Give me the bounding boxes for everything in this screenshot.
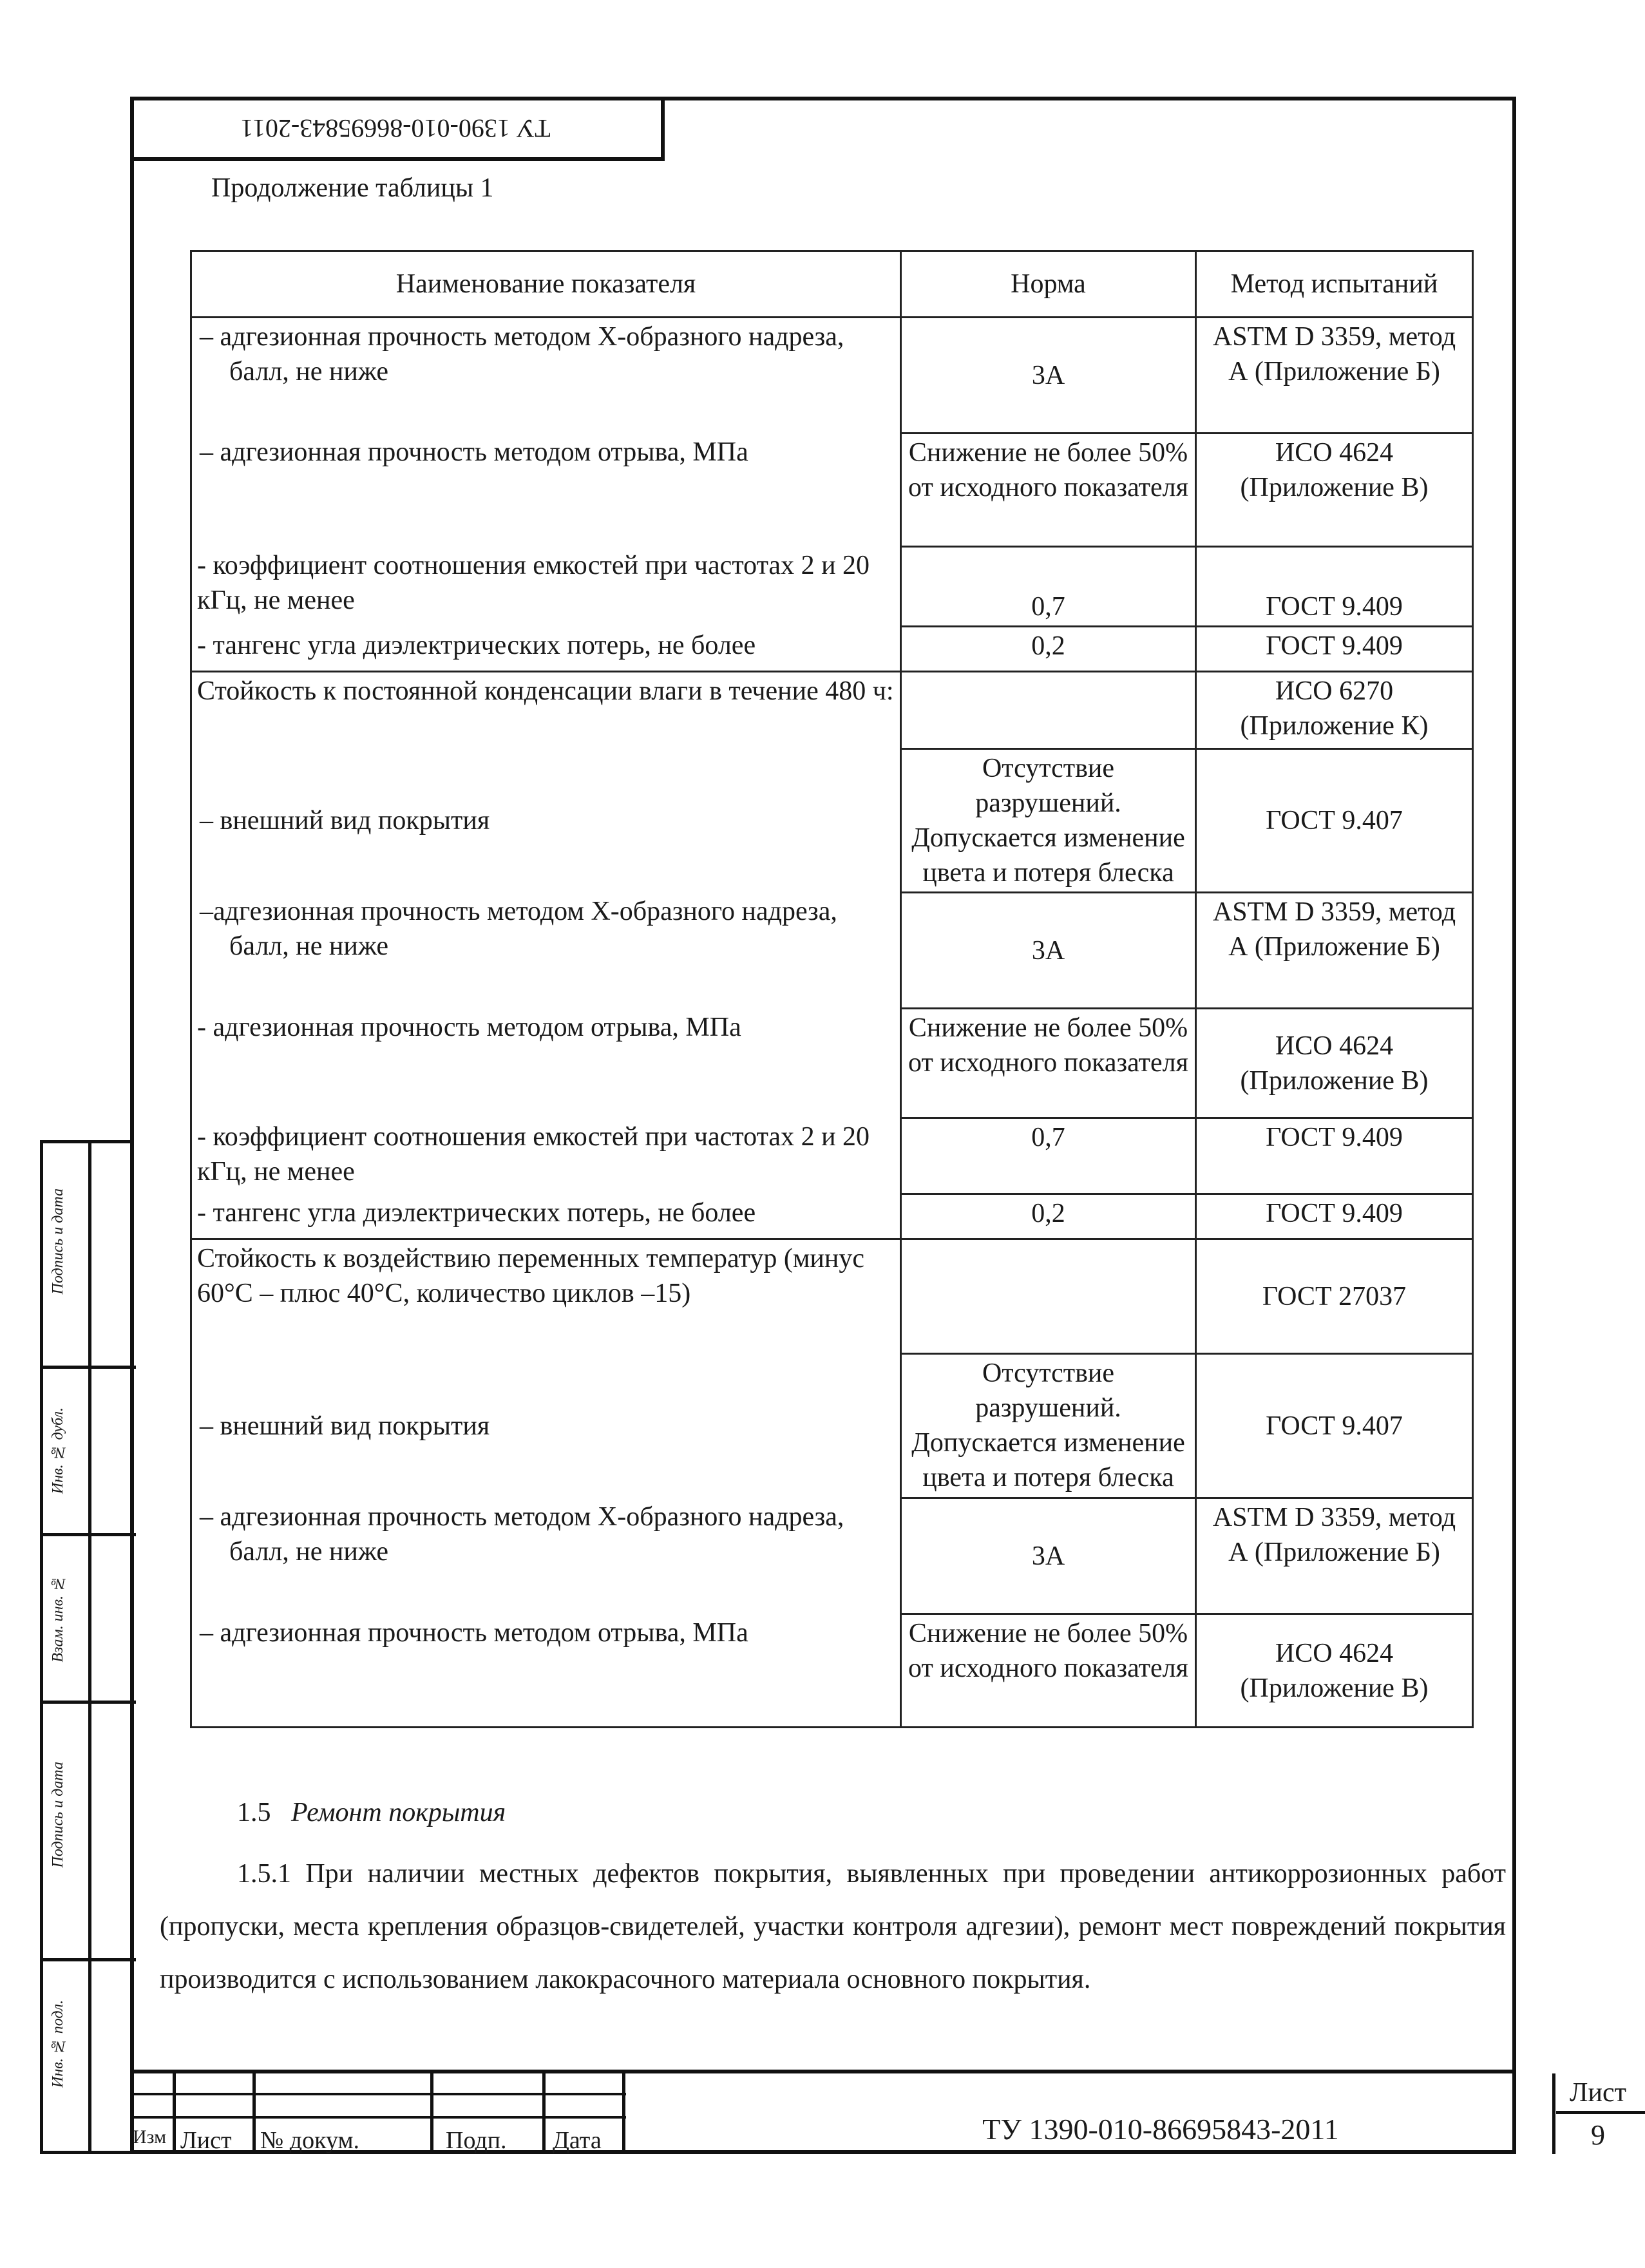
title-block-rule	[130, 2116, 626, 2119]
indicator-cell: - тангенс угла диэлектрических потерь, не более	[191, 1194, 901, 1239]
indicator-cell: – адгезионная прочность методом отрыва, МПа	[191, 1614, 901, 1728]
method-cell: ИСО 4624 (Приложение В)	[1196, 1009, 1473, 1118]
table-row	[191, 1194, 1473, 1239]
sheet-label: Лист	[1570, 2078, 1626, 2108]
indicator-cell: - тангенс угла диэлектрических потерь, не более	[191, 627, 901, 672]
specification-table	[190, 250, 1474, 1728]
norm-cell: 3А	[901, 893, 1196, 1009]
method-cell: ИСО 6270 (Приложение К)	[1196, 672, 1473, 749]
side-stamp-cell	[43, 1704, 136, 1961]
indicator-cell: –адгезионная прочность методом Х-образного надреза, балл, не ниже	[191, 893, 901, 1009]
column-header: Норма	[901, 251, 1196, 318]
method-cell: ASTM D 3359, метод А (Приложение Б)	[1196, 893, 1473, 1009]
side-stamp-label: Взам. инв. №	[50, 1575, 66, 1663]
table-row	[191, 1614, 1473, 1728]
method-cell: ИСО 4624 (Приложение В)	[1196, 1614, 1473, 1728]
table-group-header-row	[191, 1239, 1473, 1354]
table-row	[191, 1354, 1473, 1498]
document-designation: ТУ 1390-010-86695843-2011	[982, 2113, 1339, 2146]
norm-cell: 0,7	[901, 1118, 1196, 1194]
label-date: Дата	[553, 2127, 602, 2154]
table-row	[191, 434, 1473, 547]
side-stamp-label: Инв. № подл.	[50, 2000, 66, 2088]
indicator-group-cell: Стойкость к воздействию переменных температур (минус 60°С – плюс 40°С, количество циклов –15)	[191, 1239, 901, 1354]
norm-cell: 0,7	[901, 547, 1196, 627]
method-cell: ГОСТ 9.409	[1196, 547, 1473, 627]
table-caption: Продолжение таблицы 1	[211, 173, 494, 203]
table-row	[191, 749, 1473, 893]
title-block-rule	[252, 2073, 256, 2154]
label-izm: Изм	[133, 2126, 167, 2148]
title-block-rule	[1556, 2111, 1645, 2114]
title-block-rule	[130, 2093, 626, 2095]
method-cell: ГОСТ 9.407	[1196, 749, 1473, 893]
side-stamp-cell	[43, 1369, 136, 1536]
norm-cell: Снижение не более 50% от исходного показателя	[901, 1009, 1196, 1118]
sheet-number: 9	[1591, 2119, 1605, 2151]
method-cell: ASTM D 3359, метод А (Приложение Б)	[1196, 1498, 1473, 1614]
table-row	[191, 1118, 1473, 1194]
side-stamp-cell	[43, 1536, 136, 1704]
title-block-rule	[1552, 2073, 1555, 2154]
section-number: 1.5	[237, 1798, 271, 1827]
indicator-cell: – адгезионная прочность методом отрыва, МПа	[191, 434, 901, 547]
label-list: Лист	[180, 2127, 232, 2154]
section-heading	[237, 1797, 506, 1828]
table-row	[191, 893, 1473, 1009]
indicator-cell: – внешний вид покрытия	[191, 749, 901, 893]
norm-cell: Снижение не более 50% от исходного показателя	[901, 1614, 1196, 1728]
table-row	[191, 627, 1473, 672]
title-block-rule	[622, 2073, 625, 2154]
side-stamp-label: Подпись и дата	[50, 1762, 66, 1868]
norm-cell: Снижение не более 50% от исходного показателя	[901, 434, 1196, 547]
method-cell: ГОСТ 9.409	[1196, 1194, 1473, 1239]
norm-cell: 3А	[901, 1498, 1196, 1614]
indicator-cell: - коэффициент соотношения емкостей при частотах 2 и 20 кГц, не менее	[191, 1118, 901, 1194]
norm-cell: 0,2	[901, 627, 1196, 672]
norm-cell: 0,2	[901, 1194, 1196, 1239]
norm-cell	[901, 672, 1196, 749]
title-block-rule	[542, 2073, 546, 2154]
section-paragraph: 1.5.1 При наличии местных дефектов покрытия, выявленных при проведении антикоррозионных работ (пропуски, места крепления образцов-свидетелей, участки контроля адгезии), ремонт мест повреждений покрытия производится с использованием лакокрасочного материала основного покрытия.	[160, 1859, 1506, 1994]
label-doc-number: № докум.	[260, 2127, 360, 2154]
side-stamp-cell	[43, 1143, 136, 1369]
column-header: Метод испытаний	[1196, 251, 1473, 318]
column-header: Наименование показателя	[191, 251, 901, 318]
title-block-rule	[430, 2073, 433, 2154]
norm-cell: Отсутствие разрушений. Допускается изменение цвета и потеря блеска	[901, 1354, 1196, 1498]
label-signature: Подп.	[446, 2127, 507, 2154]
side-stamp	[40, 1140, 133, 2154]
title-block-rule	[173, 2073, 176, 2154]
method-cell: ГОСТ 9.409	[1196, 627, 1473, 672]
method-cell: ГОСТ 27037	[1196, 1239, 1473, 1354]
title-block	[130, 2070, 1626, 2154]
table-header-row	[191, 251, 1473, 318]
indicator-cell: - коэффициент соотношения емкостей при частотах 2 и 20 кГц, не менее	[191, 547, 901, 627]
side-stamp-label: Подпись и дата	[50, 1188, 66, 1295]
method-cell: ИСО 4624 (Приложение В)	[1196, 434, 1473, 547]
norm-cell: 3А	[901, 318, 1196, 434]
norm-cell	[901, 1239, 1196, 1354]
indicator-cell: – адгезионная прочность методом Х-образного надреза, балл, не ниже	[191, 1498, 901, 1614]
table-row	[191, 547, 1473, 627]
indicator-cell: - адгезионная прочность методом отрыва, МПа	[191, 1009, 901, 1118]
indicator-cell: – адгезионная прочность методом Х-образного надреза, балл, не ниже	[191, 318, 901, 434]
norm-cell: Отсутствие разрушений. Допускается изменение цвета и потеря блеска	[901, 749, 1196, 893]
table-row	[191, 1009, 1473, 1118]
section-title: Ремонт покрытия	[291, 1798, 506, 1827]
table-row	[191, 1498, 1473, 1614]
top-stamp-text: ТУ 1390-010-86695843-2011	[240, 114, 551, 143]
indicator-group-cell: Стойкость к постоянной конденсации влаги в течение 480 ч:	[191, 672, 901, 749]
method-cell: ГОСТ 9.407	[1196, 1354, 1473, 1498]
top-stamp	[130, 97, 665, 161]
table-row	[191, 318, 1473, 434]
side-stamp-cell	[43, 1961, 136, 2155]
side-stamp-label: Инв. № дубл.	[50, 1407, 66, 1494]
table-group-header-row	[191, 672, 1473, 749]
method-cell: ГОСТ 9.409	[1196, 1118, 1473, 1194]
indicator-cell: – внешний вид покрытия	[191, 1354, 901, 1498]
method-cell: ASTM D 3359, метод А (Приложение Б)	[1196, 318, 1473, 434]
